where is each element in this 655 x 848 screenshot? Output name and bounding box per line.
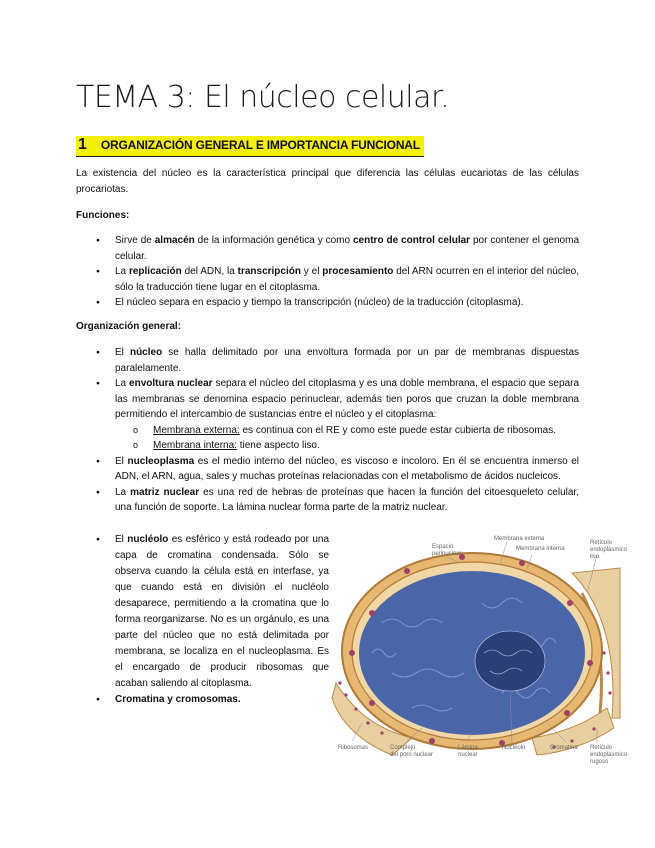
nucleolo-list xyxy=(96,532,329,708)
label-reticulo-rugoso: Retículo xyxy=(590,745,613,751)
list-item: ● La matriz nuclear es una red de hebras de proteínas que hacen la función del citoesqueleto celular, una función de soporte. La lámina nuclear forma parte de la matriz nuclear. xyxy=(96,485,579,516)
label-ribosomas: Ribosomas xyxy=(338,745,369,751)
label-lamina-2: nuclear xyxy=(458,752,478,758)
envoltura-sublist xyxy=(115,423,579,454)
nucleoplasm xyxy=(359,571,585,735)
organizacion-label: Organización general: xyxy=(76,321,182,332)
funciones-list xyxy=(96,233,579,311)
nucleolus xyxy=(475,631,545,691)
nucleus-diagram xyxy=(332,533,628,768)
list-item: ● La envoltura nuclear separa el núcleo del citoplasma y es una doble membrana, el espacio que separa las membranas se denomina espacio perinuclear, además tien poros que cruzan la doble membrana permitiendo el intercambio de sustancias entre el núcleo y el citoplasma: o Membrana externa: es continua con el RE y como este puede estar cubierta de ribosomas. o Membrana interna: tiene aspecto liso. xyxy=(96,376,579,454)
sub-item: o Membrana interna: tiene aspecto liso. xyxy=(115,438,579,454)
label-espacio-perinuclear: Espacio xyxy=(432,544,454,550)
funciones-label: Funciones: xyxy=(76,210,130,221)
list-item: ● La replicación del ADN, la transcripción y el procesamiento del ARN ocurren en el interior del núcleo, sólo la traducción tiene lugar en el citoplasma. xyxy=(96,264,579,295)
intro-paragraph: La existencia del núcleo es la característica principal que diferencia las células eucariotas de las células procariotas. xyxy=(76,168,579,195)
label-membrana-interna: Membrana interna xyxy=(516,546,565,552)
label-reticulo-rugoso-2: endoplásmico xyxy=(590,752,628,758)
list-item: ● El nucleoplasma es el medio interno del núcleo, es viscoso e incoloro. En él se encuentra inmerso el ADN, el ARN, agua, sales y muchas proteínas relacionadas con el metabolismo de ácidos nucleicos. xyxy=(96,454,579,485)
label-lamina: Lámina xyxy=(458,745,478,751)
label-reticulo-liso-3: liso xyxy=(590,554,600,560)
section-heading xyxy=(76,136,424,157)
label-complejo-2: del poro nuclear xyxy=(390,752,434,758)
list-item: ● El núcleo separa en espacio y tiempo la transcripción (núcleo) de la traducción (citoplasma). xyxy=(96,295,579,311)
section-title: ORGANIZACIÓN GENERAL E IMPORTANCIA FUNCIONAL xyxy=(100,138,420,152)
label-membrana-externa: Membrana externa xyxy=(494,536,545,542)
label-complejo: Complejo xyxy=(390,745,416,751)
label-reticulo-liso-2: endoplásmico xyxy=(590,547,628,553)
page-title: TEMA 3: El núcleo celular. xyxy=(76,80,450,115)
section-number: 1 xyxy=(78,136,87,153)
label-cromatina: Cromatina xyxy=(550,745,578,751)
label-nucleolo: Nucléolo xyxy=(502,745,526,751)
label-espacio-perinuclear-2: perinuclear xyxy=(432,551,462,557)
list-item: ● El nucléolo es esférico y está rodeado por una capa de cromatina condensada. Sólo se observa cuando la célula está en interfase, ya que cuando está en división el nucléolo desaparece, permitiendo a la cromatina que lo forma reorganizarse. No es un orgánulo, es una parte del núcleo que no está delimitada por membrana, se localiza en el nucleoplasma. Es el encargado de producir ribosomas que acaban saliendo al citoplasma. xyxy=(96,532,329,692)
list-item: ● El núcleo se halla delimitado por una envoltura formada por un par de membranas dispuestas paralelamente. xyxy=(96,345,579,376)
label-reticulo-liso: Retículo xyxy=(590,540,613,546)
list-item: ● Sirve de almacén de la información genética y como centro de control celular por contener el genoma celular. xyxy=(96,233,579,264)
list-item: ● Cromatina y cromosomas. xyxy=(96,692,329,708)
label-reticulo-rugoso-3: rugoso xyxy=(590,759,609,765)
organizacion-list xyxy=(96,345,579,516)
sub-item: o Membrana externa: es continua con el RE y como este puede estar cubierta de ribosomas. xyxy=(115,423,579,439)
